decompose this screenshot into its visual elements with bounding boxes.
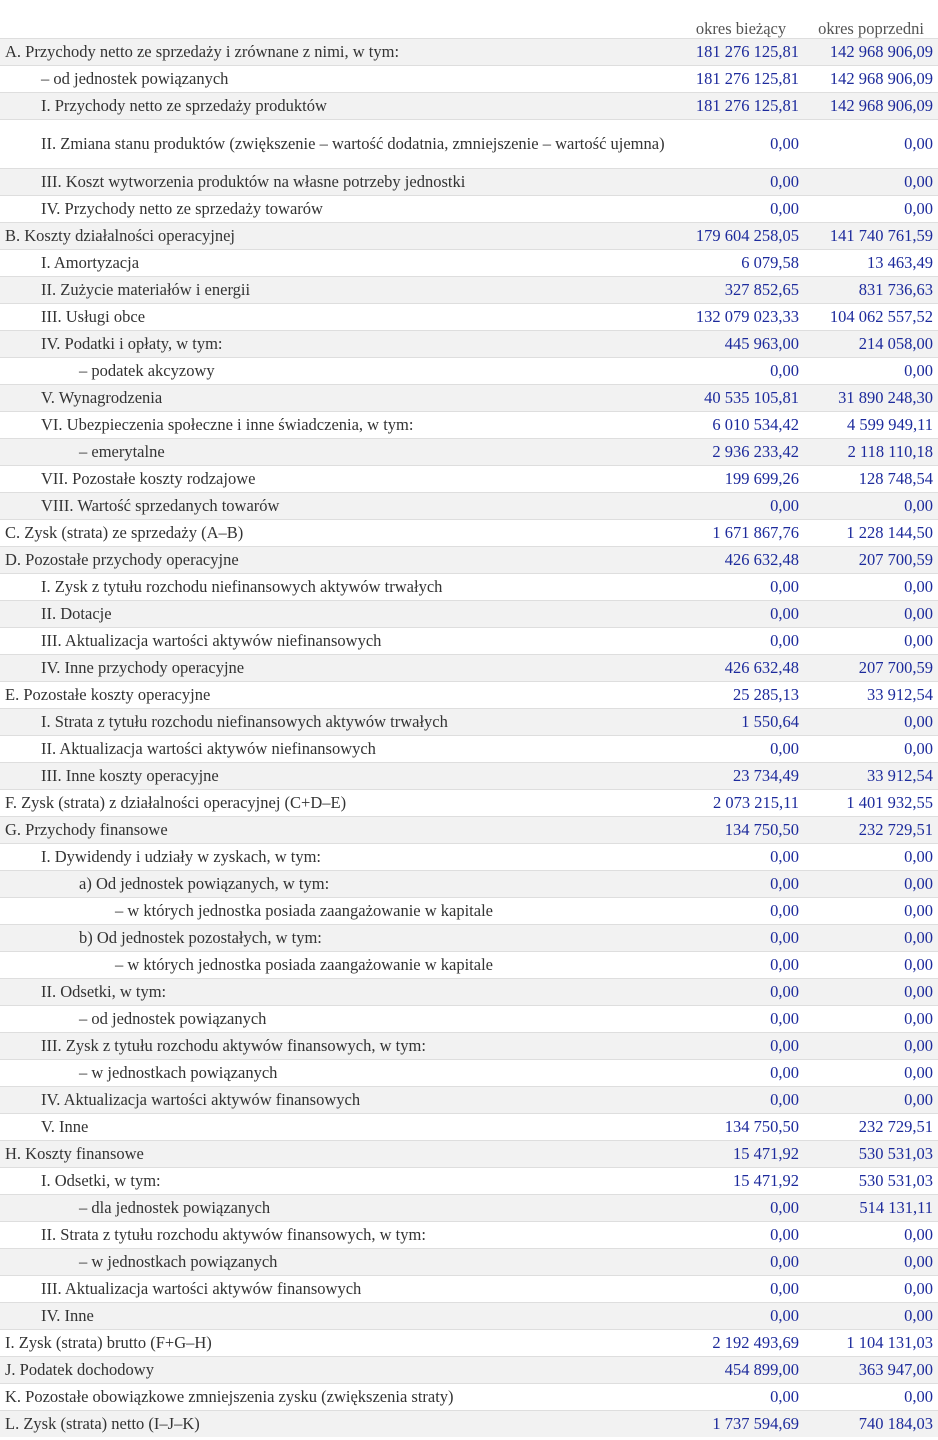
previous-period-value: 740 184,03 bbox=[804, 1411, 938, 1438]
current-period-value: 0,00 bbox=[678, 871, 804, 898]
previous-period-value: 0,00 bbox=[804, 120, 938, 169]
table-row bbox=[0, 1195, 938, 1222]
row-label: IV. Podatki i opłaty, w tym: bbox=[0, 331, 678, 358]
current-period-value: 0,00 bbox=[678, 1384, 804, 1411]
current-period-value: 0,00 bbox=[678, 979, 804, 1006]
current-period-value: 327 852,65 bbox=[678, 277, 804, 304]
previous-period-value: 0,00 bbox=[804, 196, 938, 223]
row-label: III. Zysk z tytułu rozchodu aktywów finansowych, w tym: bbox=[0, 1033, 678, 1060]
table-row bbox=[0, 1033, 938, 1060]
row-label: – w jednostkach powiązanych bbox=[0, 1060, 678, 1087]
current-period-value: 0,00 bbox=[678, 925, 804, 952]
previous-period-value: 0,00 bbox=[804, 979, 938, 1006]
current-period-value: 181 276 125,81 bbox=[678, 93, 804, 120]
row-label: – w jednostkach powiązanych bbox=[0, 1249, 678, 1276]
row-label: II. Odsetki, w tym: bbox=[0, 979, 678, 1006]
table-row bbox=[0, 1114, 938, 1141]
current-period-value: 0,00 bbox=[678, 120, 804, 169]
current-period-value: 0,00 bbox=[678, 898, 804, 925]
table-row bbox=[0, 1141, 938, 1168]
previous-period-value: 142 968 906,09 bbox=[804, 93, 938, 120]
current-period-value: 0,00 bbox=[678, 1033, 804, 1060]
row-label: III. Usługi obce bbox=[0, 304, 678, 331]
row-label: II. Aktualizacja wartości aktywów niefinansowych bbox=[0, 736, 678, 763]
previous-period-value: 0,00 bbox=[804, 169, 938, 196]
previous-period-value: 4 599 949,11 bbox=[804, 412, 938, 439]
row-label: – w których jednostka posiada zaangażowanie w kapitale bbox=[0, 952, 678, 979]
previous-period-value: 0,00 bbox=[804, 736, 938, 763]
current-period-value: 0,00 bbox=[678, 169, 804, 196]
row-label: – dla jednostek powiązanych bbox=[0, 1195, 678, 1222]
row-label: – w których jednostka posiada zaangażowanie w kapitale bbox=[0, 898, 678, 925]
table-row bbox=[0, 250, 938, 277]
table-row bbox=[0, 93, 938, 120]
table-row bbox=[0, 1411, 938, 1438]
previous-period-value: 128 748,54 bbox=[804, 466, 938, 493]
row-label: II. Dotacje bbox=[0, 601, 678, 628]
previous-period-value: 1 401 932,55 bbox=[804, 790, 938, 817]
current-period-value: 2 192 493,69 bbox=[678, 1330, 804, 1357]
header-previous-period: okres poprzedni bbox=[818, 19, 924, 38]
previous-period-value: 0,00 bbox=[804, 1087, 938, 1114]
table-row bbox=[0, 844, 938, 871]
previous-period-value: 0,00 bbox=[804, 574, 938, 601]
table-row bbox=[0, 1384, 938, 1411]
table-row bbox=[0, 817, 938, 844]
table-row bbox=[0, 1249, 938, 1276]
row-label: I. Zysk (strata) brutto (F+G–H) bbox=[0, 1330, 678, 1357]
previous-period-value: 33 912,54 bbox=[804, 682, 938, 709]
row-label: – od jednostek powiązanych bbox=[0, 1006, 678, 1033]
current-period-value: 0,00 bbox=[678, 1087, 804, 1114]
row-label: II. Zmiana stanu produktów (zwiększenie – wartość dodatnia, zmniejszenie – wartość ujemna) bbox=[0, 120, 678, 169]
current-period-value: 445 963,00 bbox=[678, 331, 804, 358]
previous-period-value: 0,00 bbox=[804, 1276, 938, 1303]
row-label: – od jednostek powiązanych bbox=[0, 66, 678, 93]
table-row bbox=[0, 1006, 938, 1033]
row-label: L. Zysk (strata) netto (I–J–K) bbox=[0, 1411, 678, 1438]
current-period-value: 0,00 bbox=[678, 601, 804, 628]
table-row bbox=[0, 385, 938, 412]
previous-period-value: 0,00 bbox=[804, 493, 938, 520]
table-header bbox=[0, 0, 938, 39]
row-label: I. Strata z tytułu rozchodu niefinansowych aktywów trwałych bbox=[0, 709, 678, 736]
table-row bbox=[0, 574, 938, 601]
current-period-value: 1 671 867,76 bbox=[678, 520, 804, 547]
table-row bbox=[0, 466, 938, 493]
current-period-value: 0,00 bbox=[678, 493, 804, 520]
table-row bbox=[0, 439, 938, 466]
header-label-spacer bbox=[0, 0, 678, 39]
table-row bbox=[0, 223, 938, 250]
previous-period-value: 31 890 248,30 bbox=[804, 385, 938, 412]
current-period-value: 426 632,48 bbox=[678, 547, 804, 574]
row-label: J. Podatek dochodowy bbox=[0, 1357, 678, 1384]
previous-period-value: 0,00 bbox=[804, 709, 938, 736]
table-row bbox=[0, 709, 938, 736]
previous-period-value: 0,00 bbox=[804, 628, 938, 655]
current-period-value: 15 471,92 bbox=[678, 1141, 804, 1168]
row-label: I. Amortyzacja bbox=[0, 250, 678, 277]
previous-period-value: 13 463,49 bbox=[804, 250, 938, 277]
previous-period-value: 2 118 110,18 bbox=[804, 439, 938, 466]
previous-period-value: 214 058,00 bbox=[804, 331, 938, 358]
previous-period-value: 0,00 bbox=[804, 1222, 938, 1249]
previous-period-value: 0,00 bbox=[804, 844, 938, 871]
previous-period-value: 142 968 906,09 bbox=[804, 39, 938, 66]
current-period-value: 181 276 125,81 bbox=[678, 66, 804, 93]
table-row bbox=[0, 120, 938, 169]
current-period-value: 132 079 023,33 bbox=[678, 304, 804, 331]
current-period-value: 2 936 233,42 bbox=[678, 439, 804, 466]
previous-period-value: 0,00 bbox=[804, 1033, 938, 1060]
table-row bbox=[0, 628, 938, 655]
row-label: A. Przychody netto ze sprzedaży i zrównane z nimi, w tym: bbox=[0, 39, 678, 66]
current-period-value: 0,00 bbox=[678, 358, 804, 385]
table-row bbox=[0, 736, 938, 763]
previous-period-value: 207 700,59 bbox=[804, 655, 938, 682]
table-row bbox=[0, 412, 938, 439]
table-row bbox=[0, 304, 938, 331]
current-period-value: 0,00 bbox=[678, 574, 804, 601]
row-label: K. Pozostałe obowiązkowe zmniejszenia zysku (zwiększenia straty) bbox=[0, 1384, 678, 1411]
table-row bbox=[0, 1168, 938, 1195]
current-period-value: 0,00 bbox=[678, 736, 804, 763]
previous-period-value: 1 104 131,03 bbox=[804, 1330, 938, 1357]
previous-period-value: 530 531,03 bbox=[804, 1168, 938, 1195]
previous-period-value: 831 736,63 bbox=[804, 277, 938, 304]
table-row bbox=[0, 655, 938, 682]
previous-period-value: 0,00 bbox=[804, 1384, 938, 1411]
current-period-value: 0,00 bbox=[678, 1303, 804, 1330]
current-period-value: 0,00 bbox=[678, 952, 804, 979]
row-label: b) Od jednostek pozostałych, w tym: bbox=[0, 925, 678, 952]
current-period-value: 199 699,26 bbox=[678, 466, 804, 493]
row-label: – emerytalne bbox=[0, 439, 678, 466]
previous-period-value: 0,00 bbox=[804, 601, 938, 628]
previous-period-value: 363 947,00 bbox=[804, 1357, 938, 1384]
previous-period-value: 0,00 bbox=[804, 898, 938, 925]
row-label: V. Inne bbox=[0, 1114, 678, 1141]
current-period-value: 454 899,00 bbox=[678, 1357, 804, 1384]
row-label: C. Zysk (strata) ze sprzedaży (A–B) bbox=[0, 520, 678, 547]
row-label: VI. Ubezpieczenia społeczne i inne świadczenia, w tym: bbox=[0, 412, 678, 439]
row-label: V. Wynagrodzenia bbox=[0, 385, 678, 412]
current-period-value: 0,00 bbox=[678, 1276, 804, 1303]
table-row bbox=[0, 358, 938, 385]
previous-period-value: 1 228 144,50 bbox=[804, 520, 938, 547]
row-label: IV. Inne bbox=[0, 1303, 678, 1330]
table-row bbox=[0, 1060, 938, 1087]
current-period-value: 181 276 125,81 bbox=[678, 39, 804, 66]
row-label: III. Inne koszty operacyjne bbox=[0, 763, 678, 790]
current-period-value: 0,00 bbox=[678, 1060, 804, 1087]
table-row bbox=[0, 790, 938, 817]
previous-period-value: 514 131,11 bbox=[804, 1195, 938, 1222]
table-row bbox=[0, 493, 938, 520]
table-row bbox=[0, 39, 938, 66]
current-period-value: 25 285,13 bbox=[678, 682, 804, 709]
table-row bbox=[0, 277, 938, 304]
previous-period-value: 142 968 906,09 bbox=[804, 66, 938, 93]
header-current-period: okres bieżący bbox=[695, 19, 787, 38]
previous-period-value: 0,00 bbox=[804, 1303, 938, 1330]
table-row bbox=[0, 66, 938, 93]
row-label: IV. Aktualizacja wartości aktywów finansowych bbox=[0, 1087, 678, 1114]
previous-period-value: 33 912,54 bbox=[804, 763, 938, 790]
current-period-value: 40 535 105,81 bbox=[678, 385, 804, 412]
table-row bbox=[0, 763, 938, 790]
row-label: III. Aktualizacja wartości aktywów niefinansowych bbox=[0, 628, 678, 655]
current-period-value: 0,00 bbox=[678, 1006, 804, 1033]
row-label: G. Przychody finansowe bbox=[0, 817, 678, 844]
current-period-value: 1 737 594,69 bbox=[678, 1411, 804, 1438]
current-period-value: 0,00 bbox=[678, 628, 804, 655]
previous-period-value: 0,00 bbox=[804, 358, 938, 385]
row-label: I. Dywidendy i udziały w zyskach, w tym: bbox=[0, 844, 678, 871]
table-row bbox=[0, 547, 938, 574]
table-body bbox=[0, 39, 938, 1438]
table-row bbox=[0, 1357, 938, 1384]
current-period-value: 1 550,64 bbox=[678, 709, 804, 736]
row-label: IV. Inne przychody operacyjne bbox=[0, 655, 678, 682]
table-row bbox=[0, 682, 938, 709]
current-period-value: 134 750,50 bbox=[678, 817, 804, 844]
row-label: I. Odsetki, w tym: bbox=[0, 1168, 678, 1195]
table-row bbox=[0, 1303, 938, 1330]
previous-period-value: 0,00 bbox=[804, 1249, 938, 1276]
current-period-value: 426 632,48 bbox=[678, 655, 804, 682]
row-label: E. Pozostałe koszty operacyjne bbox=[0, 682, 678, 709]
table-row bbox=[0, 601, 938, 628]
table-row bbox=[0, 1087, 938, 1114]
row-label: – podatek akcyzowy bbox=[0, 358, 678, 385]
current-period-value: 15 471,92 bbox=[678, 1168, 804, 1195]
row-label: III. Koszt wytworzenia produktów na własne potrzeby jednostki bbox=[0, 169, 678, 196]
current-period-value: 134 750,50 bbox=[678, 1114, 804, 1141]
current-period-value: 2 073 215,11 bbox=[678, 790, 804, 817]
current-period-value: 0,00 bbox=[678, 1249, 804, 1276]
previous-period-value: 0,00 bbox=[804, 925, 938, 952]
table-row bbox=[0, 1330, 938, 1357]
row-label: I. Przychody netto ze sprzedaży produktów bbox=[0, 93, 678, 120]
current-period-value: 6 010 534,42 bbox=[678, 412, 804, 439]
row-label: VII. Pozostałe koszty rodzajowe bbox=[0, 466, 678, 493]
table-row bbox=[0, 1276, 938, 1303]
row-label: B. Koszty działalności operacyjnej bbox=[0, 223, 678, 250]
row-label: IV. Przychody netto ze sprzedaży towarów bbox=[0, 196, 678, 223]
table-row bbox=[0, 196, 938, 223]
row-label: III. Aktualizacja wartości aktywów finansowych bbox=[0, 1276, 678, 1303]
current-period-value: 0,00 bbox=[678, 1222, 804, 1249]
previous-period-value: 207 700,59 bbox=[804, 547, 938, 574]
current-period-value: 0,00 bbox=[678, 196, 804, 223]
row-label: D. Pozostałe przychody operacyjne bbox=[0, 547, 678, 574]
current-period-value: 6 079,58 bbox=[678, 250, 804, 277]
table-row bbox=[0, 1222, 938, 1249]
previous-period-value: 0,00 bbox=[804, 1006, 938, 1033]
table-row bbox=[0, 925, 938, 952]
row-label: VIII. Wartość sprzedanych towarów bbox=[0, 493, 678, 520]
previous-period-value: 0,00 bbox=[804, 952, 938, 979]
previous-period-value: 0,00 bbox=[804, 871, 938, 898]
row-label: F. Zysk (strata) z działalności operacyjnej (C+D–E) bbox=[0, 790, 678, 817]
row-label: a) Od jednostek powiązanych, w tym: bbox=[0, 871, 678, 898]
table-row bbox=[0, 979, 938, 1006]
previous-period-value: 104 062 557,52 bbox=[804, 304, 938, 331]
table-row bbox=[0, 520, 938, 547]
previous-period-value: 232 729,51 bbox=[804, 1114, 938, 1141]
table-row bbox=[0, 898, 938, 925]
row-label: II. Zużycie materiałów i energii bbox=[0, 277, 678, 304]
row-label: H. Koszty finansowe bbox=[0, 1141, 678, 1168]
current-period-value: 0,00 bbox=[678, 844, 804, 871]
previous-period-value: 0,00 bbox=[804, 1060, 938, 1087]
current-period-value: 179 604 258,05 bbox=[678, 223, 804, 250]
table-row bbox=[0, 331, 938, 358]
table-row bbox=[0, 169, 938, 196]
previous-period-value: 232 729,51 bbox=[804, 817, 938, 844]
row-label: I. Zysk z tytułu rozchodu niefinansowych aktywów trwałych bbox=[0, 574, 678, 601]
previous-period-value: 141 740 761,59 bbox=[804, 223, 938, 250]
table-row bbox=[0, 871, 938, 898]
current-period-value: 23 734,49 bbox=[678, 763, 804, 790]
current-period-value: 0,00 bbox=[678, 1195, 804, 1222]
row-label: II. Strata z tytułu rozchodu aktywów finansowych, w tym: bbox=[0, 1222, 678, 1249]
table-row bbox=[0, 952, 938, 979]
previous-period-value: 530 531,03 bbox=[804, 1141, 938, 1168]
